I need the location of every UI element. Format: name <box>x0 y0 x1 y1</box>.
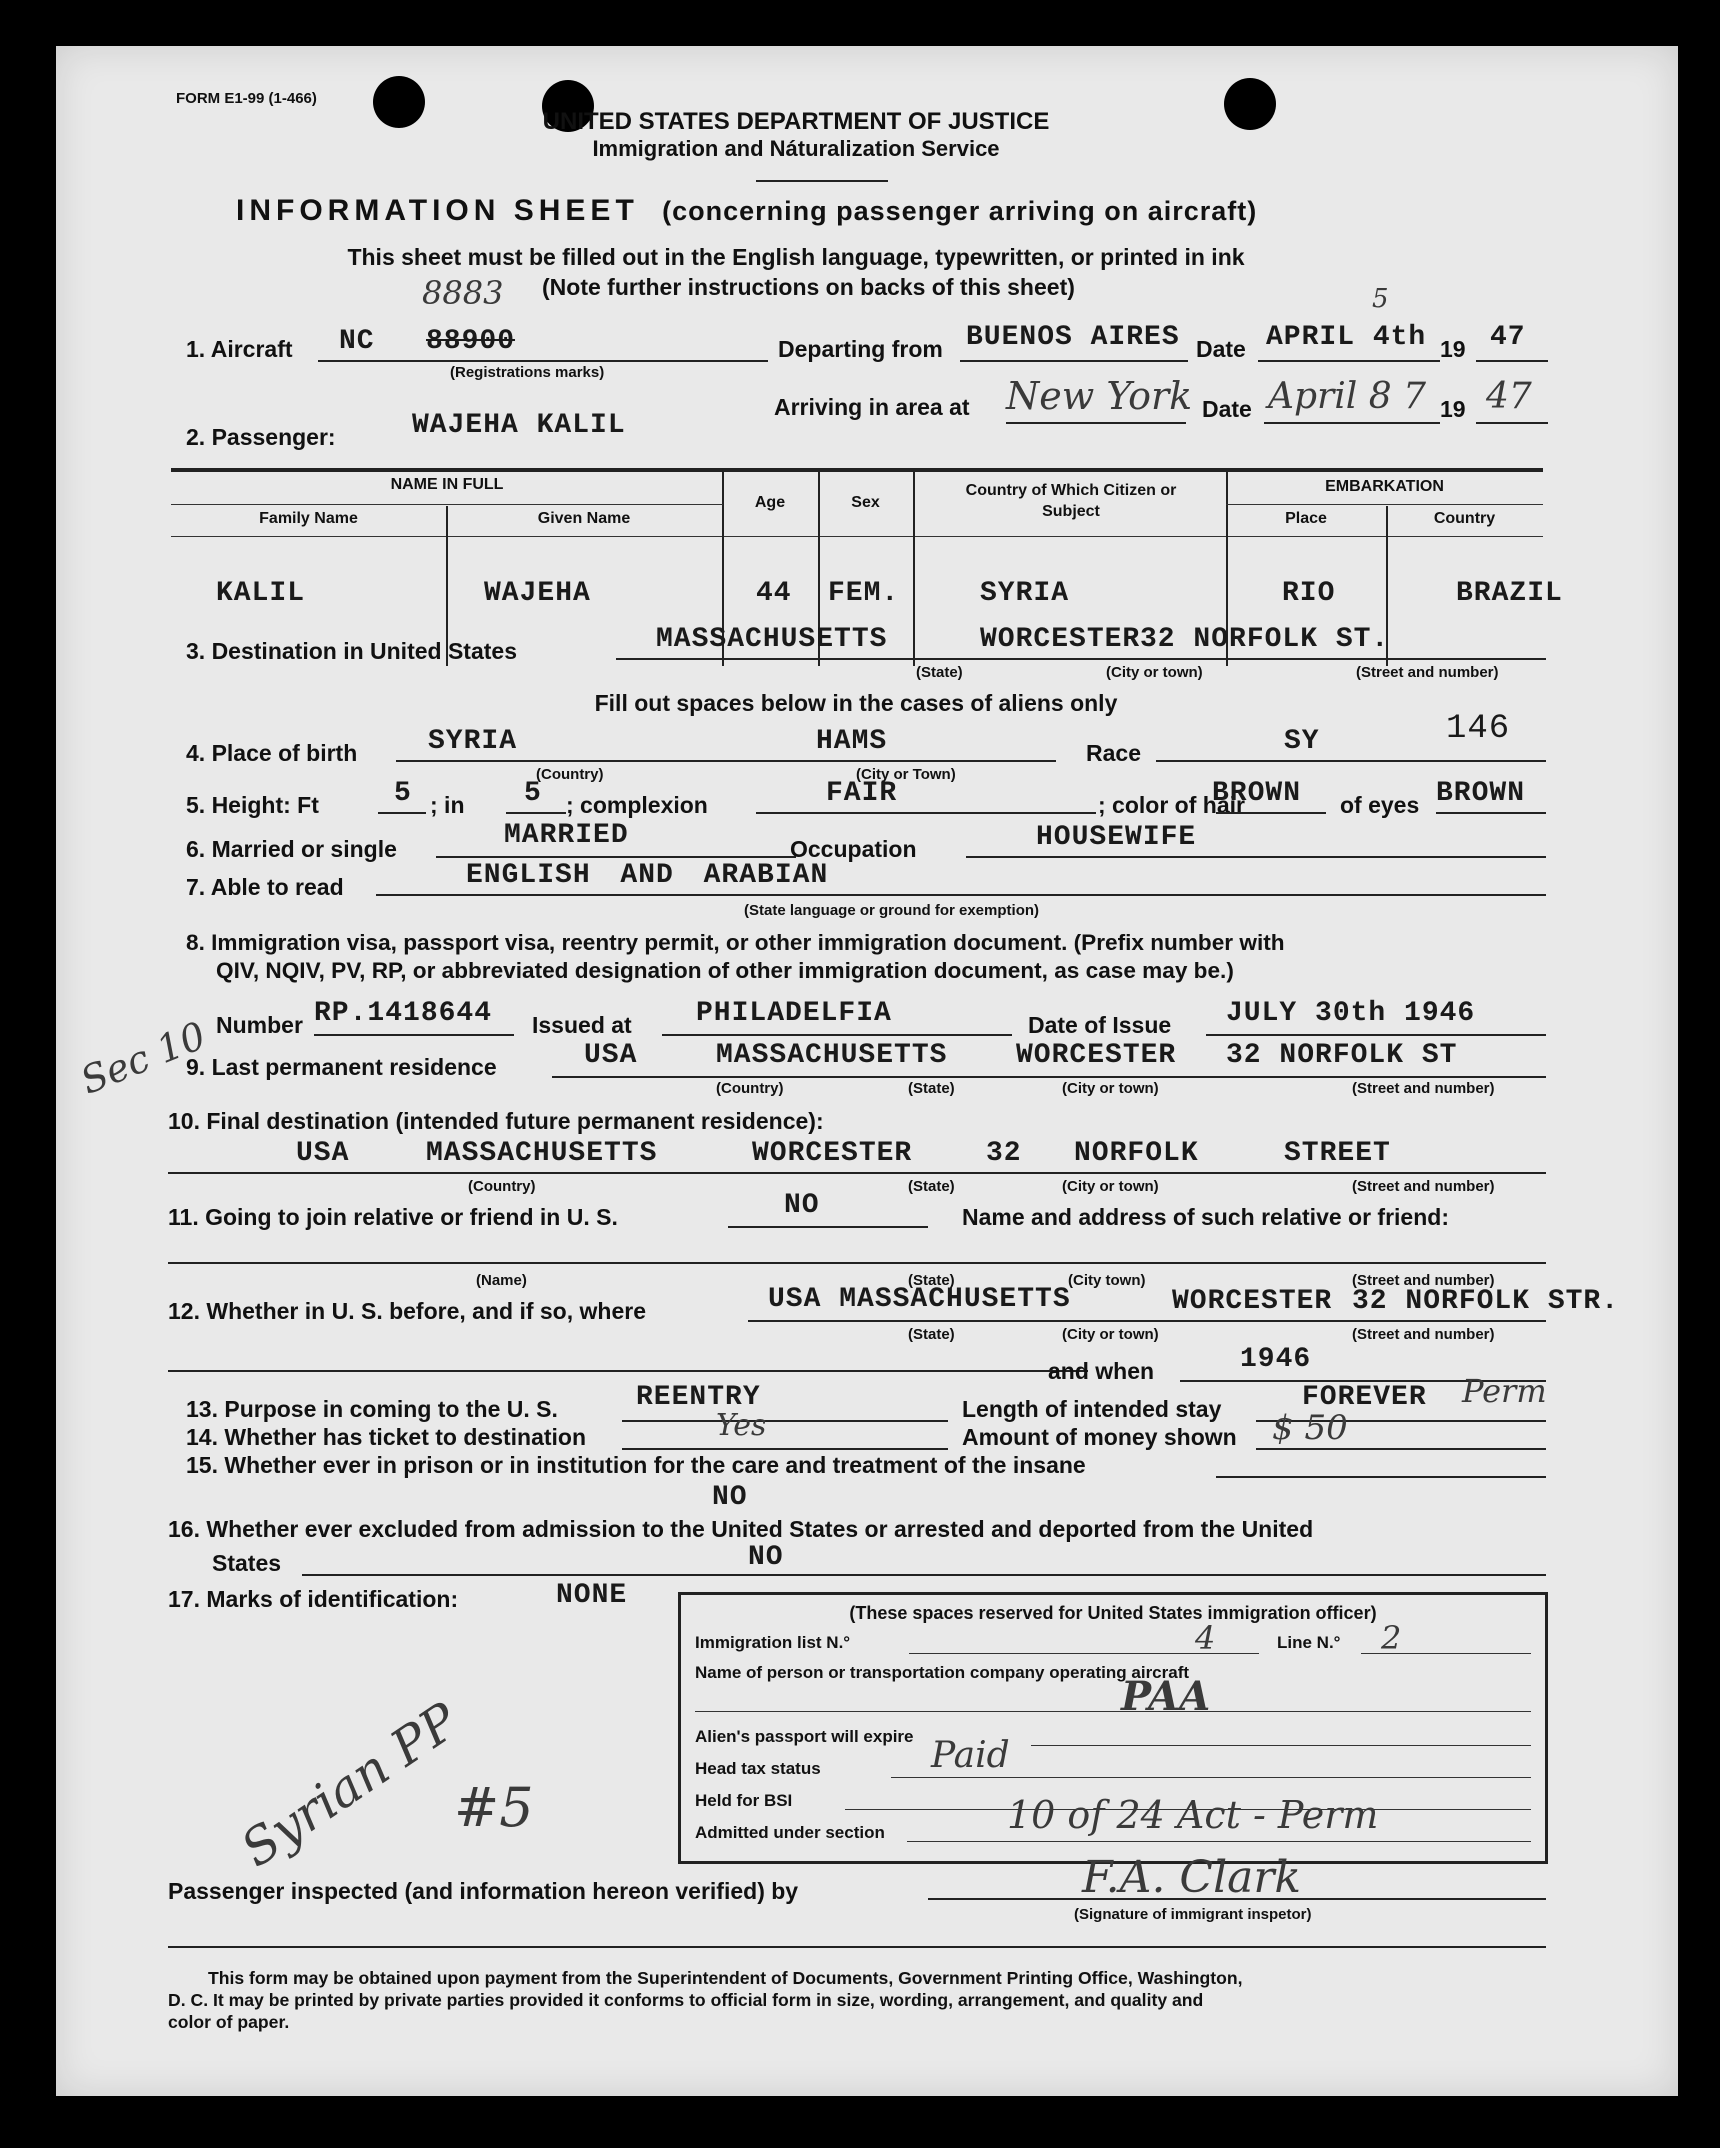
prior-visit-city-caption: (City or town) <box>1062 1326 1159 1343</box>
sex-header: Sex <box>851 494 880 511</box>
eyes-line <box>1436 812 1546 814</box>
line-value: 2 <box>1381 1619 1402 1657</box>
official-box-heading: (These spaces reserved for United States immigration officer) <box>849 1603 1377 1623</box>
admitted-label: Admitted under section <box>695 1823 885 1842</box>
given-name-value: WAJEHA <box>484 578 591 609</box>
aircraft-label: 1. Aircraft <box>186 336 293 362</box>
complexion-label: ; complexion <box>566 792 708 818</box>
race-line <box>1156 760 1546 762</box>
relative-name-label: Name and address of such relative or friend: <box>962 1204 1449 1230</box>
embarkation-place-value: RIO <box>1282 578 1336 609</box>
prior-visit-line-2 <box>168 1370 1088 1372</box>
destination-city-caption: (City or town) <box>1106 664 1203 681</box>
ticket-label: 14. Whether has ticket to destination <box>186 1424 587 1450</box>
passport-expire-label: Alien's passport will expire <box>695 1727 914 1746</box>
money-line <box>1256 1448 1546 1450</box>
list-label: Immigration list N.° <box>695 1633 851 1652</box>
document-text-2: QIV, NQIV, PV, RP, or abbreviated designation of other immigration document, as case may be.) <box>216 958 1234 983</box>
form-title-main: INFORMATION SHEET <box>236 194 639 227</box>
form-subtitle: (concerning passenger arriving on aircraft) <box>662 196 1258 226</box>
complexion-value: FAIR <box>826 778 898 809</box>
aircraft-registration: 88900 <box>426 326 516 357</box>
depart-year-prefix: 19 <box>1440 336 1466 362</box>
margin-note: Sec 10 <box>74 1013 212 1103</box>
hair-line <box>1216 812 1326 814</box>
document-number-line <box>314 1034 514 1036</box>
final-destination-number: 32 <box>986 1138 1022 1169</box>
document-text-1: 8. Immigration visa, passport visa, reentry permit, or other immigration document. (Prefix number with <box>186 930 1285 955</box>
ticket-line <box>622 1448 948 1450</box>
signature-caption: (Signature of immigrant inspetor) <box>1074 1906 1312 1923</box>
marital-line <box>436 856 796 858</box>
registration-caption: (Registrations marks) <box>450 364 605 381</box>
residence-state-caption: (State) <box>908 1080 955 1097</box>
prior-visit-state-caption: (State) <box>908 1326 955 1343</box>
depart-date-label: Date <box>1196 336 1246 362</box>
sex-value: FEM. <box>828 578 900 609</box>
embarkation-header: EMBARKATION <box>1325 478 1444 495</box>
prior-visit-value: USA MASSACHUSETTS <box>768 1284 1071 1315</box>
hair-value: BROWN <box>1212 778 1302 809</box>
final-destination-city-caption: (City or town) <box>1062 1178 1159 1195</box>
age-value: 44 <box>756 578 792 609</box>
birthplace-line <box>396 760 1056 762</box>
birthplace-label: 4. Place of birth <box>186 740 358 766</box>
instruction-line-1: This sheet must be filled out in the English language, typewritten, or printed in ink <box>347 244 1245 270</box>
height-inches: 5 <box>524 778 542 809</box>
header-rule <box>756 180 888 182</box>
verification-label: Passenger inspected (and information hereon verified) by <box>168 1878 799 1904</box>
relative-state-caption: (State) <box>908 1272 955 1289</box>
embarkation-country-value: BRAZIL <box>1456 578 1563 609</box>
residence-city: WORCESTER <box>1016 1040 1177 1071</box>
number-note: #5 <box>454 1776 534 1839</box>
destination-street: 32 NORFOLK ST. <box>1140 624 1390 655</box>
head-tax-label: Head tax status <box>695 1759 821 1778</box>
inches-label: ; in <box>430 792 465 818</box>
destination-state-caption: (State) <box>916 664 963 681</box>
prison-label: 15. Whether ever in prison or in institution for the care and treatment of the insane <box>186 1452 1086 1478</box>
excluded-value: NO <box>748 1542 784 1573</box>
prior-visit-when: 1946 <box>1240 1344 1312 1375</box>
read-caption: (State language or ground for exemption) <box>744 902 1040 919</box>
prior-visit-street-caption: (Street and number) <box>1352 1326 1495 1343</box>
stay-note: Perm <box>1462 1372 1547 1410</box>
passenger-value: WAJEHA KALIL <box>412 410 626 441</box>
arrive-year: 47 <box>1486 376 1532 417</box>
excluded-label-2: States <box>212 1550 282 1576</box>
arriving-line <box>1006 422 1186 424</box>
residence-label: 9. Last permanent residence <box>186 1054 497 1080</box>
name-subheader-rule <box>171 504 723 505</box>
identification-value: NONE <box>556 1580 628 1611</box>
admitted-value: 10 of 24 Act - Perm <box>1007 1793 1379 1837</box>
relative-street-caption: (Street and number) <box>1352 1272 1495 1289</box>
final-destination-label: 10. Final destination (intended future permanent residence): <box>168 1108 824 1134</box>
prison-line <box>1216 1476 1546 1478</box>
ticket-value: Yes <box>716 1408 767 1443</box>
depart-date-line <box>1258 360 1440 362</box>
marital-label: 6. Married or single <box>186 836 397 862</box>
residence-city-caption: (City or town) <box>1062 1080 1159 1097</box>
arrive-date-label: Date <box>1202 396 1252 422</box>
money-label: Amount of money shown <box>962 1424 1237 1450</box>
destination-line <box>616 658 1546 660</box>
age-header: Age <box>754 494 786 511</box>
occupation-label: Occupation <box>790 836 917 862</box>
height-label: 5. Height: Ft <box>186 792 319 818</box>
head-tax-value: Paid <box>931 1735 1010 1776</box>
occupation-line <box>966 856 1546 858</box>
aircraft-registration-correction: 8883 <box>422 274 504 312</box>
department-title: UNITED STATES DEPARTMENT OF JUSTICE <box>542 108 1050 135</box>
residence-street: 32 NORFOLK ST <box>1226 1040 1458 1071</box>
purpose-line <box>622 1420 948 1422</box>
issued-at-line <box>662 1034 1012 1036</box>
company-label: Name of person or transportation company operating aircraft <box>695 1663 1190 1682</box>
company-value: PAA <box>1121 1673 1211 1720</box>
syrian-passport-note: Syrian PP <box>230 1691 469 1879</box>
arrive-year-line <box>1476 422 1548 424</box>
arrive-date-line <box>1264 422 1440 424</box>
footer-line-1: This form may be obtained upon payment from the Superintendent of Documents, Government Printing Office, Washington, <box>208 1968 1243 1988</box>
final-destination-country-caption: (Country) <box>468 1178 536 1195</box>
excluded-line <box>302 1574 1546 1576</box>
country-header: Country of Which Citizen or Subject <box>965 482 1177 520</box>
race-code: 146 <box>1446 710 1511 748</box>
join-relative-line <box>728 1226 928 1228</box>
final-destination-city: WORCESTER <box>752 1138 913 1169</box>
complexion-line <box>756 812 1096 814</box>
given-name-header: Given Name <box>537 510 631 527</box>
form-title <box>236 194 1257 228</box>
destination-street-caption: (Street and number) <box>1356 664 1499 681</box>
departing-line <box>960 360 1188 362</box>
final-destination-state-caption: (State) <box>908 1178 955 1195</box>
family-name-header: Family Name <box>259 510 358 527</box>
form-number: FORM E1-99 (1-466) <box>176 90 317 107</box>
arriving-label: Arriving in area at <box>774 394 970 420</box>
embarkation-subheader-rule <box>1226 504 1543 505</box>
relative-name-line <box>168 1262 1546 1264</box>
residence-country: USA <box>584 1040 638 1071</box>
service-title: Immigration and Náturalization Service <box>592 136 1000 161</box>
instruction-line-2: (Note further instructions on backs of this sheet) <box>542 274 1075 300</box>
table-top-rule <box>171 468 1543 472</box>
destination-label: 3. Destination in United States <box>186 638 517 664</box>
departing-value: BUENOS AIRES <box>966 322 1180 353</box>
prior-visit-when-label: and when <box>1048 1358 1155 1384</box>
issued-at-label: Issued at <box>532 1012 632 1038</box>
birthplace-town-caption: (City or Town) <box>856 766 956 783</box>
prior-visit-label: 12. Whether in U. S. before, and if so, where <box>168 1298 646 1324</box>
issue-date-label: Date of Issue <box>1028 1012 1172 1038</box>
final-destination-state: MASSACHUSETTS <box>426 1138 658 1169</box>
relative-name-caption: (Name) <box>476 1272 527 1289</box>
aircraft-prefix: NC <box>339 326 375 357</box>
birthplace-country-caption: (Country) <box>536 766 604 783</box>
eyes-label: of eyes <box>1340 792 1420 818</box>
issue-date-line <box>1206 1034 1546 1036</box>
join-relative-value: NO <box>784 1190 820 1221</box>
official-use-box <box>678 1592 1548 1864</box>
height-inches-line <box>506 812 566 814</box>
document-number-label: Number <box>216 1012 303 1038</box>
purpose-value: REENTRY <box>636 1382 761 1413</box>
depart-year-line <box>1476 360 1548 362</box>
destination-state: MASSACHUSETTS <box>656 624 888 655</box>
table-col-4 <box>913 472 915 666</box>
stay-value: FOREVER <box>1302 1382 1427 1413</box>
race-label: Race <box>1086 740 1141 766</box>
excluded-label: 16. Whether ever excluded from admission to the United States or arrested and deported from the United <box>168 1516 1314 1542</box>
height-feet-line <box>378 812 426 814</box>
prison-value: NO <box>712 1482 748 1513</box>
prior-visit-city: WORCESTER <box>1172 1286 1333 1317</box>
admitted-line <box>907 1841 1531 1842</box>
departing-label: Departing from <box>778 336 943 362</box>
final-destination-street1: NORFOLK <box>1074 1138 1199 1169</box>
eyes-value: BROWN <box>1436 778 1526 809</box>
depart-year: 47 <box>1490 322 1526 353</box>
final-destination-street2: STREET <box>1284 1138 1391 1169</box>
arrive-year-prefix: 19 <box>1440 396 1466 422</box>
final-destination-line <box>168 1172 1546 1174</box>
footer-line-3: color of paper. <box>168 2012 290 2032</box>
prior-visit-line <box>748 1320 1546 1322</box>
list-value: 4 <box>1195 1619 1216 1657</box>
inspector-signature: F.A. Clark <box>1082 1852 1302 1903</box>
stay-label: Length of intended stay <box>962 1396 1222 1422</box>
marital-value: MARRIED <box>504 820 629 851</box>
read-label: 7. Able to read <box>186 874 344 900</box>
purpose-label: 13. Purpose in coming to the U. S. <box>186 1396 558 1422</box>
residence-state: MASSACHUSETTS <box>716 1040 948 1071</box>
issue-date-value: JULY 30th 1946 <box>1226 998 1476 1029</box>
residence-line <box>552 1076 1546 1078</box>
issued-at-value: PHILADELFIA <box>696 998 892 1029</box>
arrive-date: April 8 7 <box>1268 376 1426 417</box>
name-in-full-header: NAME IN FULL <box>390 476 504 493</box>
residence-street-caption: (Street and number) <box>1352 1080 1495 1097</box>
embarkation-country-header: Country <box>1433 510 1496 527</box>
passport-expire-line <box>1031 1745 1531 1746</box>
hair-label: ; color of hair <box>1098 792 1245 818</box>
line-label: Line N.° <box>1277 1633 1341 1652</box>
bsi-label: Held for BSI <box>695 1791 793 1810</box>
form-sheet <box>56 46 1678 2096</box>
table-header-rule <box>171 536 1543 537</box>
arriving-value: New York <box>1006 374 1193 418</box>
birthplace-country: SYRIA <box>428 726 518 757</box>
race-value: SY <box>1284 726 1320 757</box>
passenger-label: 2. Passenger: <box>186 424 336 450</box>
depart-date: APRIL 4th <box>1266 322 1427 353</box>
document-number-value: RP.1418644 <box>314 998 493 1029</box>
join-relative-label: 11. Going to join relative or friend in U. S. <box>168 1204 618 1230</box>
height-feet: 5 <box>394 778 412 809</box>
prior-visit-street: 32 NORFOLK STR. <box>1352 1286 1620 1317</box>
money-value: $ 50 <box>1272 1408 1348 1448</box>
head-tax-line <box>891 1777 1531 1778</box>
aliens-note: Fill out spaces below in the cases of aliens only <box>594 690 1118 716</box>
read-value: ENGLISH AND ARABIAN <box>466 860 829 891</box>
identification-label: 17. Marks of identification: <box>168 1586 459 1612</box>
citizenship-value: SYRIA <box>980 578 1070 609</box>
occupation-value: HOUSEWIFE <box>1036 822 1197 853</box>
read-line <box>376 894 1546 896</box>
aircraft-line <box>318 360 768 362</box>
family-name-value: KALIL <box>216 578 306 609</box>
place-header: Place <box>1285 510 1327 527</box>
birthplace-town: HAMS <box>816 726 888 757</box>
final-destination-street-caption: (Street and number) <box>1352 1178 1495 1195</box>
footer-line-2: D. C. It may be printed by private parties provided it conforms to official form in size, wording, arrangement, and quality and <box>168 1990 1204 2010</box>
company-line <box>695 1711 1531 1712</box>
final-destination-country: USA <box>296 1138 350 1169</box>
destination-city: WORCESTER <box>980 624 1141 655</box>
footer-rule <box>168 1946 1546 1948</box>
relative-city-caption: (City town) <box>1068 1272 1146 1289</box>
depart-date-correction: 5 <box>1372 284 1389 314</box>
residence-country-caption: (Country) <box>716 1080 784 1097</box>
